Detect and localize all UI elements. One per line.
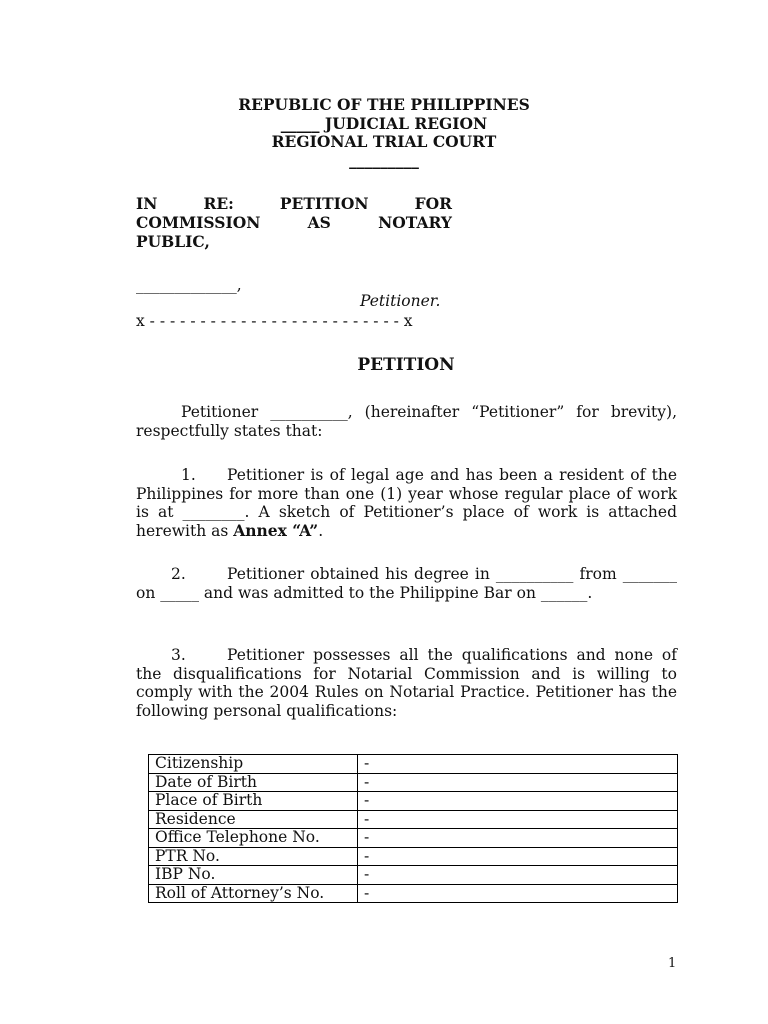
table-row bbox=[149, 847, 678, 866]
caption-row-1 bbox=[136, 194, 452, 213]
paragraph-number: 3. bbox=[171, 646, 186, 664]
qualification-value: - bbox=[358, 884, 678, 903]
table-row bbox=[149, 810, 678, 829]
paragraph-number: 1. bbox=[181, 466, 196, 484]
qualification-label: Place of Birth bbox=[149, 792, 358, 811]
caption-divider: x - - - - - - - - - - - - - - - - - - - - - - - - - x bbox=[136, 312, 413, 330]
caption-row-3: PUBLIC, bbox=[136, 232, 210, 251]
paragraph-tail: . bbox=[318, 521, 324, 540]
page-number: 1 bbox=[668, 956, 677, 971]
caption-row-2 bbox=[136, 213, 452, 232]
table-row bbox=[149, 792, 678, 811]
petitioner-name-blank: _____________, bbox=[136, 276, 242, 294]
qualifications-table bbox=[148, 754, 678, 903]
annex-reference: Annex “A” bbox=[233, 520, 319, 540]
document-title: PETITION bbox=[357, 355, 455, 375]
paragraph-number: 2. bbox=[171, 565, 186, 583]
qualification-value: - bbox=[358, 810, 678, 829]
qualification-value: - bbox=[358, 755, 678, 774]
header-country: REPUBLIC OF THE PHILIPPINES bbox=[238, 95, 530, 114]
qualification-value: - bbox=[358, 792, 678, 811]
qualification-label: Citizenship bbox=[149, 755, 358, 774]
header-court: REGIONAL TRIAL COURT bbox=[271, 132, 497, 151]
case-caption bbox=[136, 194, 452, 251]
paragraph-1 bbox=[136, 466, 677, 540]
paragraph-3 bbox=[136, 646, 677, 720]
qualification-label: Residence bbox=[149, 810, 358, 829]
qualification-label: Roll of Attorney’s No. bbox=[149, 884, 358, 903]
caption-word: RE: bbox=[203, 194, 234, 213]
qualification-value: - bbox=[358, 773, 678, 792]
caption-word: FOR bbox=[414, 194, 452, 213]
caption-word: AS bbox=[307, 213, 331, 232]
qualification-value: - bbox=[358, 847, 678, 866]
table-row bbox=[149, 884, 678, 903]
petitioner-label: Petitioner. bbox=[360, 292, 441, 310]
qualification-label: IBP No. bbox=[149, 866, 358, 885]
table-row bbox=[149, 755, 678, 774]
caption-word: COMMISSION bbox=[136, 213, 261, 232]
header-branch-blank: _________ bbox=[349, 150, 419, 169]
paragraph-text: Petitioner possesses all the qualifications and none of the disqualifications for Notarial Commission and is willing to comply with the 2004 Rules on Notarial Practice. Petitioner has the following personal qualifications: bbox=[136, 646, 677, 720]
caption-word: NOTARY bbox=[378, 213, 452, 232]
qualification-label: PTR No. bbox=[149, 847, 358, 866]
qualification-label: Date of Birth bbox=[149, 773, 358, 792]
intro-paragraph: Petitioner __________, (hereinafter “Petitioner” for brevity), respectfully states that: bbox=[136, 403, 677, 440]
caption-word: PETITION bbox=[279, 194, 369, 213]
table-row bbox=[149, 773, 678, 792]
caption-word: IN bbox=[136, 194, 158, 213]
table-row bbox=[149, 866, 678, 885]
table-row bbox=[149, 829, 678, 848]
qualification-value: - bbox=[358, 829, 678, 848]
header-judicial-region: _____ JUDICIAL REGION bbox=[280, 114, 488, 133]
qualification-value: - bbox=[358, 866, 678, 885]
paragraph-text: Petitioner is of legal age and has been a resident of the Philippines for more than one (1) year whose regular place of work is at ________. A sketch of Petitioner’s place of work is attached herewith as bbox=[136, 466, 677, 540]
paragraph-text: Petitioner obtained his degree in __________ from _______ on _____ and was admitted to the Philippine Bar on ______. bbox=[136, 565, 677, 602]
paragraph-2 bbox=[136, 565, 677, 602]
qualification-label: Office Telephone No. bbox=[149, 829, 358, 848]
